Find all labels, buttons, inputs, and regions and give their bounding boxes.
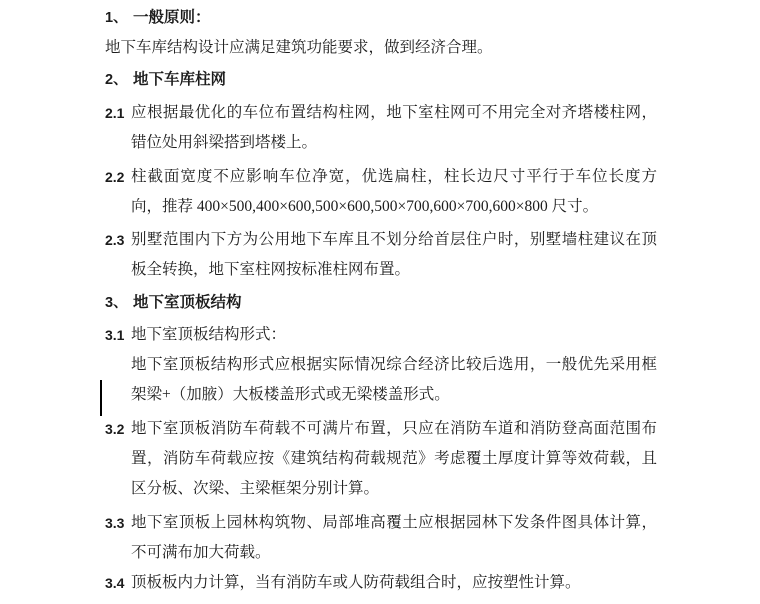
item-text: 应根据最优化的车位布置结构柱网，地下室柱网可不用完全对齐塔楼柱网，错位处用斜梁搭到塔楼上。 [131, 104, 657, 151]
item-number: 3.2 [105, 421, 125, 437]
item-number: 3.3 [105, 515, 125, 531]
item-number: 3.4 [105, 575, 125, 591]
item-text: 地下室顶板结构形式： [131, 326, 287, 343]
item-number: 2.3 [105, 232, 125, 248]
item-text: 顶板板内力计算，当有消防车或人防荷载组合时，应按塑性计算。 [131, 574, 581, 591]
numbered-item-2-2 [105, 162, 657, 222]
sub-paragraph-3-1 [131, 350, 657, 410]
numbered-item-2-1 [105, 98, 657, 158]
item-text: 柱截面宽度不应影响车位净宽，优选扁柱，柱长边尺寸平行于车位长度方向，推荐 400×500,400×600,500×600,500×700,600×700,600×800 尺寸。 [131, 168, 657, 215]
revision-change-bar [100, 380, 102, 416]
numbered-item-3-2 [105, 414, 657, 504]
item-text: 地下室顶板上园林构筑物、局部堆高覆土应根据园林下发条件图具体计算，不可满布加大荷载。 [131, 514, 657, 561]
section-heading-2 [105, 65, 657, 95]
item-number: 2.1 [105, 105, 125, 121]
item-text: 别墅范围内下方为公用地下车库且不划分给首层住户时，别墅墙柱建议在顶板全转换，地下室柱网按标准柱网布置。 [131, 231, 657, 278]
heading-text: 一般原则： [133, 9, 211, 26]
heading-number: 1、 [105, 10, 128, 26]
numbered-item-3-4 [105, 568, 657, 598]
numbered-item-3-3 [105, 508, 657, 568]
numbered-item-2-3 [105, 225, 657, 285]
numbered-item-3-1 [105, 320, 657, 350]
heading-text: 地下车库柱网 [133, 71, 227, 88]
item-number: 3.1 [105, 327, 125, 343]
heading-text: 地下室顶板结构 [133, 294, 242, 311]
item-number: 2.2 [105, 169, 125, 185]
heading-number: 3、 [105, 295, 128, 311]
paragraph-text: 地下室顶板结构形式应根据实际情况综合经济比较后选用，一般优先采用框架梁+（加腋）大板楼盖形式或无梁楼盖形式。 [131, 356, 657, 403]
section-heading-1 [105, 3, 657, 33]
heading-number: 2、 [105, 72, 128, 88]
item-text: 地下室顶板消防车荷载不可满片布置，只应在消防车道和消防登高面范围布置，消防车荷载应按《建筑结构荷载规范》考虑覆土厚度计算等效荷载，且区分板、次梁、主梁框架分别计算。 [131, 420, 657, 497]
section-heading-3 [105, 288, 657, 318]
paragraph-general-principle: 地下车库结构设计应满足建筑功能要求，做到经济合理。 [105, 39, 493, 56]
